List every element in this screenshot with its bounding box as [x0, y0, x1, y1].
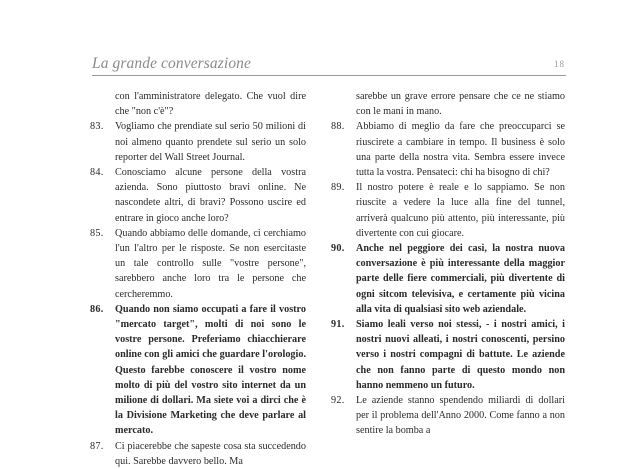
item-number: 90. — [331, 243, 345, 255]
item-text: Le aziende stanno spendendo miliardi di dollari per il problema dell'Anno 2000. Come fanno a non sentire la bomba a — [356, 395, 565, 437]
list-item — [90, 165, 306, 226]
item-text: Vogliamo che prendiate sul serio 50 milioni di noi almeno quanto prendete sul serio un solo reporter del Wall Street Journal. — [115, 121, 306, 163]
item-number: 88. — [331, 121, 345, 133]
item-text: Quando non siamo occupati a fare il vostro "mercato target", molti di noi sono le vostre persone. Preferiamo chiacchierare online con gli amici che guardare l'orologio. Questo farebbe conoscere il vostro nome molto di più del vostro sito internet da un milione di dollari. Ma siete voi a dirci che è la Divisione Marketing che deve parlare al mercato. — [115, 303, 306, 437]
list-item — [90, 119, 306, 165]
item-text: Ci piacerebbe che sapeste cosa sta succedendo qui. Sarebbe davvero bello. Ma — [115, 440, 306, 467]
page-number: 18 — [554, 59, 565, 69]
list-item-bold — [90, 302, 306, 439]
item-text: Conosciamo alcune persone della vostra azienda. Sono piuttosto bravi online. Ne nascondete altri, di bravi? Possono uscire ed entrare in gioco anche loro? — [115, 167, 306, 224]
item-number: 84. — [90, 167, 104, 179]
item-number: 85. — [90, 227, 104, 239]
list-item — [90, 439, 306, 469]
header-divider — [92, 75, 566, 76]
item-text: Quando abbiamo delle domande, ci cerchiamo l'un l'altro per le risposte. Se non esercitaste un tale controllo sulle "vostre persone", sarebbero anche loro tra le persone che cercheremmo. — [115, 227, 306, 300]
item-number: 92. — [331, 395, 345, 407]
list-item — [331, 119, 565, 180]
right-column — [331, 89, 565, 439]
continuation-text: sarebbe un grave errore pensare che ce ne stiamo con le mani in mano. — [356, 91, 565, 118]
item-number: 89. — [331, 182, 345, 194]
item-number: 91. — [331, 319, 345, 331]
item-number: 83. — [90, 121, 104, 133]
item-text: Abbiamo di meglio da fare che preoccuparci se riuscirete a cambiare in tempo. Il business è solo una parte della nostra vita. Sembra essere invece tutta la vostra. Pensateci: chi ha bisogno di chi? — [356, 121, 565, 179]
continuation-text: con l'amministratore delegato. Che vuol dire che "non c'è"? — [115, 91, 306, 118]
item-text: Il nostro potere è reale e lo sappiamo. Se non riuscite a vedere la luce alla fine del tunnel, arriverà qualcuno più attento, più interessante, più divertente con cui giocare. — [356, 182, 565, 239]
list-item — [331, 393, 565, 439]
list-item — [331, 180, 565, 241]
item-text: Siamo leali verso noi stessi, - i nostri amici, i nostri nuovi alleati, i nostri conoscenti, persino verso i nostri compagni di battute. Le aziende che non fanno parte di questo mondo non hanno nemmeno un futuro. — [356, 319, 565, 391]
list-item-bold — [331, 241, 565, 317]
list-item — [90, 226, 306, 302]
running-title: La grande conversazione — [92, 55, 252, 72]
list-item-bold — [331, 317, 565, 393]
item-text: Anche nel peggiore dei casi, la nostra nuova conversazione è più interessante della maggior parte delle fiere commerciali, più divertente di ogni sitcom televisiva, e certamente più vicina alla vita di qualsiasi sito web aziendale. — [356, 243, 565, 315]
item-number: 87. — [90, 440, 104, 452]
item-number: 86. — [90, 303, 104, 315]
left-column — [90, 89, 306, 469]
